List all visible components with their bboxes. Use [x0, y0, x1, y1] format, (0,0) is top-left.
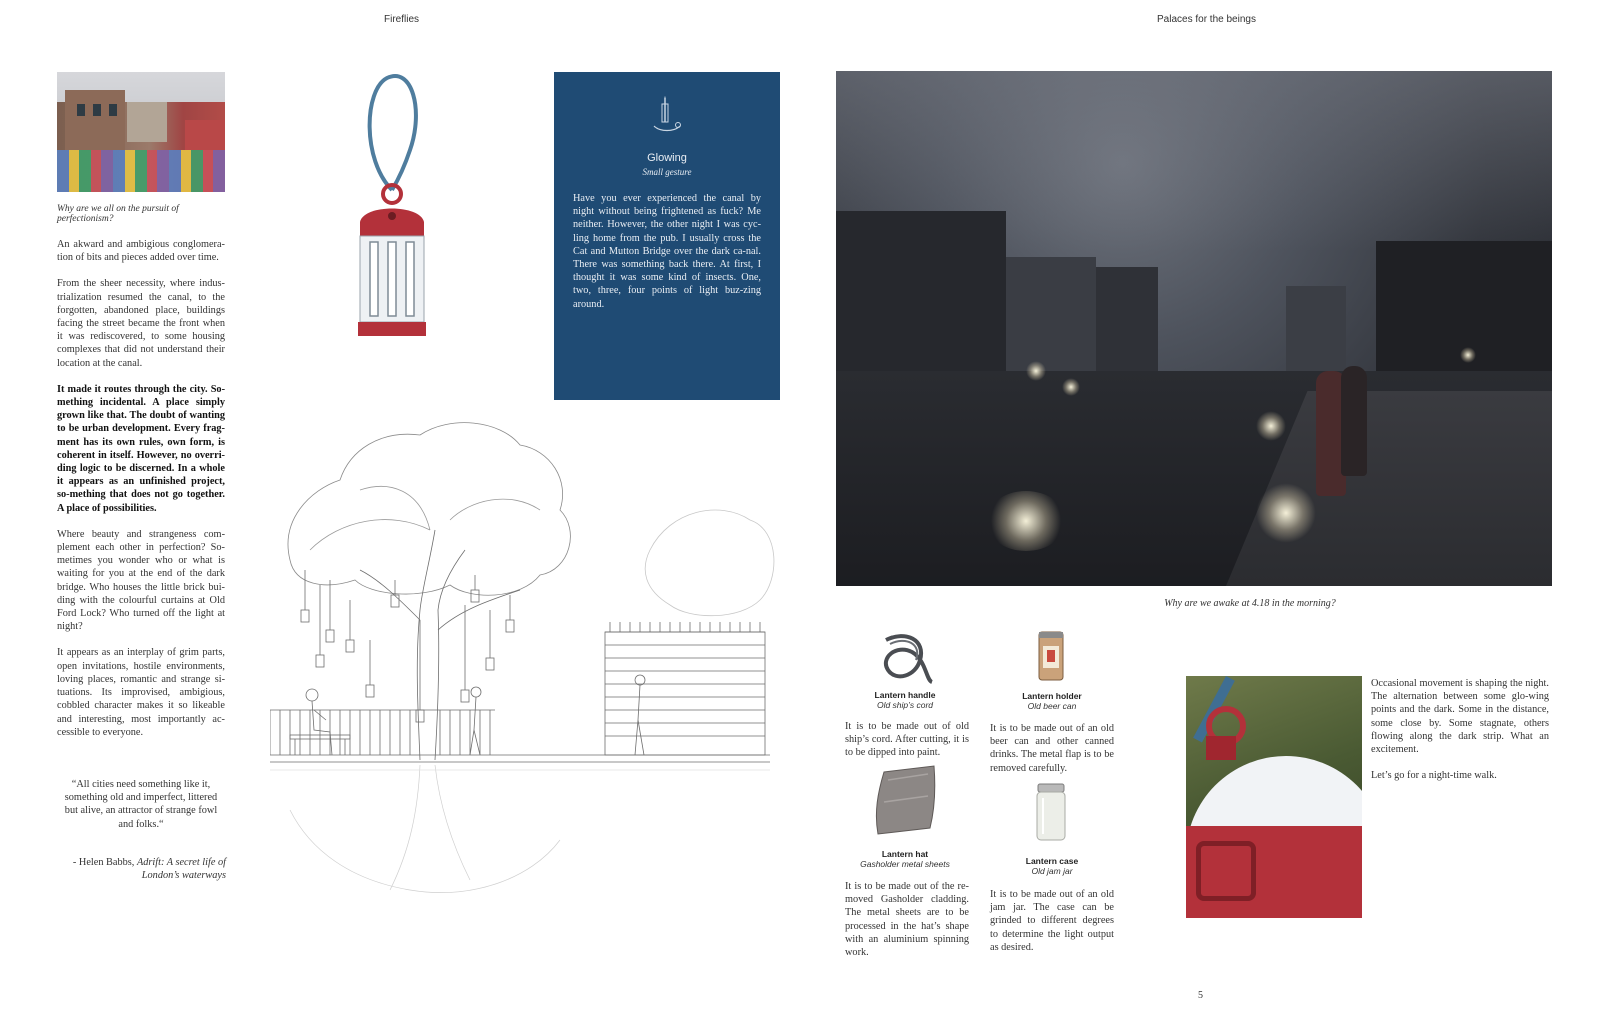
quote-source: Adrift: A secret life of London’s waterways — [136, 857, 226, 882]
left-body-text — [57, 238, 225, 752]
material-title: Lantern hat — [881, 849, 929, 859]
quote-attribution — [62, 856, 226, 882]
page-number: 5 — [1198, 990, 1203, 1001]
material-subtitle: Gasholder metal sheets — [860, 859, 950, 869]
night-photo-caption: Why are we awake at 4.18 in the morning? — [1164, 598, 1336, 609]
jam-jar-icon — [1034, 782, 1068, 844]
night-canal-photo — [836, 71, 1552, 586]
paragraph: An akward and ambigious conglomera-tion of bits and pieces added over time. — [57, 239, 225, 264]
running-title-right: Palaces for the beings — [1157, 14, 1256, 25]
paragraph: It appears as an interplay of grim parts, open invitations, hostile environments, loving places, romantic and strange si-tuations. Its improvised, ambigious, cobbled character makes it so likeable and interesting, most importantly ac-cessible to everyone. — [57, 647, 225, 738]
paragraph: Where beauty and strangeness com-plement each other in perfection? So-metimes you wonder who or what is waiting for you at the end of the dark bridge. Who houses the little brick bui-ding with the colourful curtains at Old Ford Lock? Who turned off the light at night? — [57, 528, 225, 633]
material-title: Lantern case — [1025, 856, 1079, 866]
paragraph: From the sheer necessity, where indus-trialization resumed the canal, to the forgotten, abandoned place, buildings facing the street became the front when it was rediscovered, to some housing complexes that did not understand their location at the canal. — [57, 278, 225, 369]
material-text: It is to be made out of the re-moved Gasholder cladding. The metal sheets are to be processed in the hat’s shape with an aluminium spinning work. — [845, 881, 969, 959]
material-title: Lantern holder — [1022, 691, 1082, 701]
rope-icon — [876, 630, 936, 686]
closing-line: Let’s go for a night-time walk. — [1371, 770, 1497, 782]
right-body-text — [1371, 677, 1549, 795]
running-title-left: Fireflies — [384, 14, 420, 25]
quote-author: - Helen Babbs, — [72, 857, 135, 868]
material-text: It is to be made out of an old jam jar. The case can be grinded to different degrees to determine the light output as desired. — [990, 889, 1114, 953]
canal-tree-drawing — [270, 410, 782, 945]
paragraph: Occasional movement is shaping the night. The alternation between some glo-wing points and the dark. Some in the distance, some close by. Some stagnate, others flowing along the dark strip. What an excitement. — [1371, 678, 1549, 756]
material-text: It is to be made out of old ship’s cord. After cutting, it is to be dipped into paint. — [845, 721, 969, 759]
building-photo — [57, 72, 225, 192]
metal-sheet-icon — [870, 762, 942, 836]
beer-can-icon — [1036, 628, 1066, 684]
material-title: Lantern handle — [874, 690, 936, 700]
material-subtitle: Old beer can — [1027, 701, 1077, 711]
card-title: Glowing — [647, 152, 687, 164]
material-text: It is to be made out of an old beer can and other canned drinks. The metal flap is to be removed carefully. — [990, 723, 1114, 774]
card-text: Have you ever experienced the canal by night without being frightened as fuck? Me neither. However, the other night I was cyc-ling home from the pub. I usually cross the Cat and Mutton Bridge over the dark ca-nal. There was something back there. At first, I thought it was some kind of insects. One, two, three, four points of light buz-zing around. — [573, 193, 761, 310]
building-photo-caption: Why are we all on the pursuit of perfectionism? — [57, 204, 179, 224]
lantern-closeup-photo — [1186, 676, 1362, 918]
lantern-illustration — [352, 70, 432, 346]
glowing-card — [554, 72, 780, 400]
material-subtitle: Old jam jar — [1031, 866, 1073, 876]
material-subtitle: Old ship’s cord — [876, 700, 934, 710]
quote-text: “All cities need something like it, something old and imperfect, littered but alive, an attractor of strange fowl and folks.“ — [64, 779, 218, 830]
card-subtitle: Small gesture — [642, 167, 692, 177]
candle-icon — [650, 94, 684, 136]
bold-paragraph: It made it routes through the city. So-mething incidental. A place simply grown like that. The doubt of wanting to be urban development. Every frag-ment has its own rules, own form, is coherent in itself. However, no overri-ding logic to be discerned. In a whole it appears as an unfinished project, so-mething that does not go together. A place of possibilities. — [57, 383, 225, 514]
